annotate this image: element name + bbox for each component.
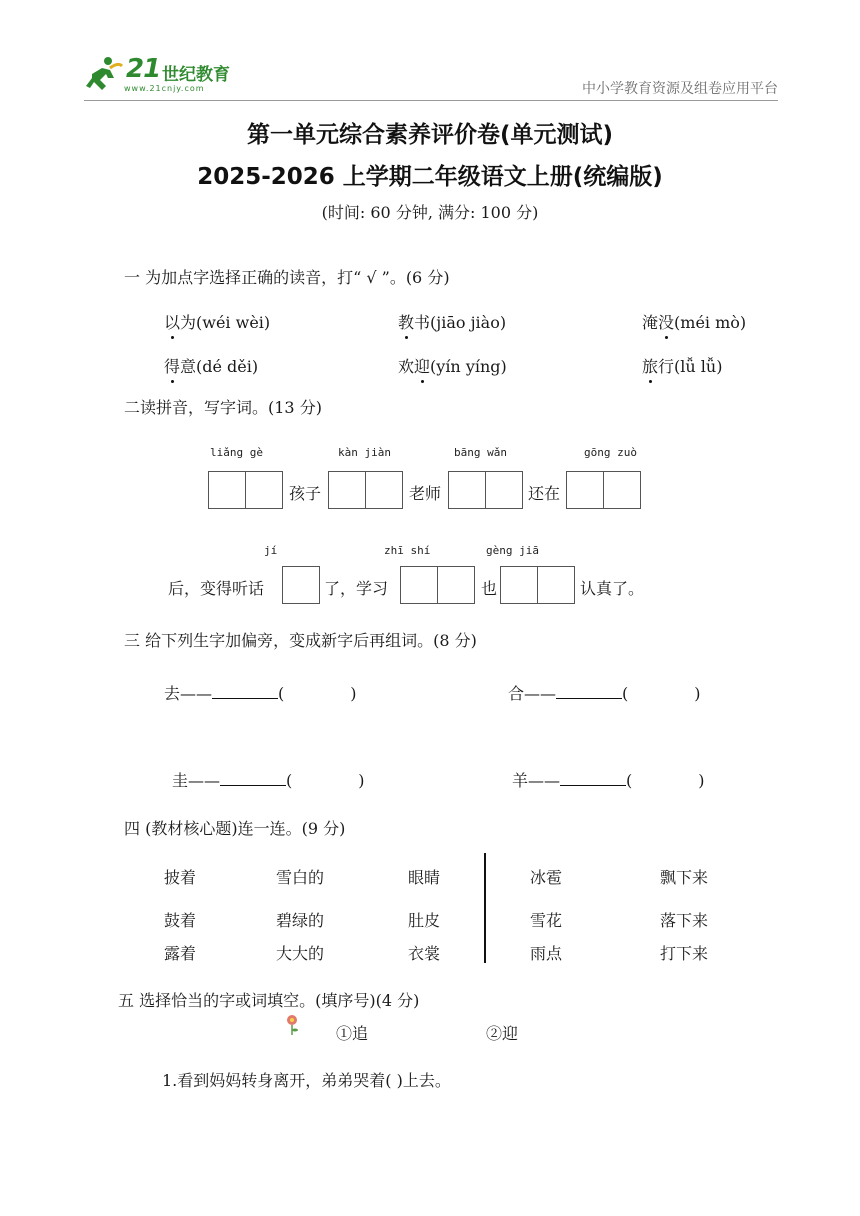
q1-dotted-char: 没: [658, 313, 675, 332]
q1-heading: 一 为加点字选择正确的读音，打“ √ ”。(6 分): [124, 268, 450, 287]
platform-label: 中小学教育资源及组卷应用平台: [582, 81, 778, 97]
match-word[interactable]: 碧绿的: [276, 911, 325, 930]
q1-dotted-char: 旅: [642, 357, 659, 376]
write-box[interactable]: [448, 471, 486, 509]
answer-blank[interactable]: [212, 684, 278, 699]
q1-dotted-char: 迎: [414, 357, 431, 376]
site-logo: [84, 54, 244, 98]
paren-open: (: [622, 684, 629, 703]
write-boxes[interactable]: [566, 471, 640, 509]
page-subtitle-title: 2025-2026 上学期二年级语文上册(统编版): [197, 164, 663, 190]
logo-number: 21: [126, 54, 161, 84]
column-divider: [484, 853, 486, 963]
paren-open: (: [626, 771, 633, 790]
q1-options: 书(jiāo jiào): [414, 313, 507, 332]
write-box[interactable]: [500, 566, 538, 604]
q5-heading: 五 选择恰当的字或词填空。(填序号)(4 分): [118, 991, 420, 1010]
q2-text: 认真了。: [580, 579, 645, 598]
q3-item[interactable]: [172, 768, 365, 791]
write-box[interactable]: [537, 566, 575, 604]
q1-item[interactable]: [164, 310, 270, 333]
match-word[interactable]: 飘下来: [660, 868, 709, 887]
pinyin-label: liǎng gè: [210, 446, 263, 459]
match-word[interactable]: 落下来: [660, 911, 709, 930]
q3-item[interactable]: [512, 768, 705, 791]
header-divider: [84, 100, 778, 101]
runner-logo-icon: [84, 54, 124, 94]
paren-open: (: [286, 771, 293, 790]
q2-text: 还在: [528, 484, 561, 503]
q2-text: 后，变得听话: [168, 579, 265, 598]
pinyin-label: gèng jiā: [486, 544, 539, 557]
write-box[interactable]: [282, 566, 320, 604]
pinyin-label: bāng wǎn: [454, 446, 507, 459]
write-boxes[interactable]: [328, 471, 402, 509]
match-word[interactable]: 雨点: [530, 944, 563, 963]
q2-heading: 二读拼音，写字词。(13 分): [124, 398, 322, 417]
q1-dotted-char: 得: [164, 357, 181, 376]
write-boxes[interactable]: [400, 566, 474, 604]
write-box[interactable]: [566, 471, 604, 509]
match-word[interactable]: 雪白的: [276, 868, 325, 887]
q1-options: 意(dé děi): [180, 357, 259, 376]
match-word[interactable]: 打下来: [660, 944, 709, 963]
pinyin-label: gōng zuò: [584, 446, 637, 459]
q1-item[interactable]: [398, 310, 506, 333]
q3-heading: 三 给下列生字加偏旁，变成新字后再组词。(8 分): [124, 631, 477, 650]
q1-options: 为(wéi wèi): [180, 313, 271, 332]
write-boxes[interactable]: [282, 566, 319, 604]
q1-item[interactable]: [642, 310, 746, 333]
q2-text: 孩子: [289, 484, 322, 503]
paren-close: ): [694, 684, 701, 703]
write-box[interactable]: [245, 471, 283, 509]
write-box[interactable]: [485, 471, 523, 509]
write-box[interactable]: [365, 471, 403, 509]
q4-heading: 四 (教材核心题)连一连。(9 分): [124, 819, 346, 838]
logo-text: 世纪教育: [162, 65, 230, 85]
q2-text: 也: [481, 579, 498, 598]
q3-char: 羊——: [512, 771, 561, 790]
match-word[interactable]: 衣裳: [408, 944, 441, 963]
write-boxes[interactable]: [448, 471, 522, 509]
answer-blank[interactable]: [556, 684, 622, 699]
match-word[interactable]: 大大的: [276, 944, 325, 963]
paren-open: (: [278, 684, 285, 703]
q3-char: 去——: [164, 684, 213, 703]
page-title: 第一单元综合素养评价卷(单元测试): [246, 122, 614, 148]
write-box[interactable]: [400, 566, 438, 604]
q3-char: 合——: [508, 684, 557, 703]
q1-dotted-char: 以: [164, 313, 181, 332]
paren-close: ): [350, 684, 357, 703]
write-boxes[interactable]: [500, 566, 574, 604]
answer-blank[interactable]: [220, 771, 286, 786]
match-word[interactable]: 露着: [164, 944, 197, 963]
option-2: ②迎: [486, 1024, 519, 1043]
q1-options: 行(lǚ lǚ): [658, 357, 723, 376]
match-word[interactable]: 肚皮: [408, 911, 441, 930]
match-word[interactable]: 鼓着: [164, 911, 197, 930]
q1-item[interactable]: [642, 354, 722, 377]
match-word[interactable]: 披着: [164, 868, 197, 887]
write-boxes[interactable]: [208, 471, 282, 509]
q1-text: 淹: [642, 313, 659, 332]
flower-icon: [285, 1014, 299, 1040]
q1-item[interactable]: [398, 354, 507, 377]
logo-url: www.21cnjy.com: [124, 84, 205, 93]
write-box[interactable]: [437, 566, 475, 604]
pinyin-label: kàn jiàn: [338, 446, 391, 459]
answer-blank[interactable]: [560, 771, 626, 786]
q1-options: (méi mò): [674, 313, 747, 332]
match-word[interactable]: 冰雹: [530, 868, 563, 887]
q1-item[interactable]: [164, 354, 258, 377]
q3-item[interactable]: [164, 681, 357, 704]
pinyin-label: zhī shí: [384, 544, 431, 557]
paren-close: ): [358, 771, 365, 790]
q1-dotted-char: 教: [398, 313, 415, 332]
q2-text: 老师: [409, 484, 442, 503]
q2-text: 了，学习: [324, 579, 389, 598]
option-1: ①追: [336, 1024, 369, 1043]
q3-item[interactable]: [508, 681, 701, 704]
paren-close: ): [698, 771, 705, 790]
pinyin-label: jí: [264, 544, 278, 557]
write-box[interactable]: [328, 471, 366, 509]
exam-meta: (时间: 60 分钟, 满分: 100 分): [321, 203, 539, 222]
q1-text: 欢: [398, 357, 415, 376]
q3-char: 圭——: [172, 771, 221, 790]
match-word[interactable]: 雪花: [530, 911, 563, 930]
q5-sentence[interactable]: 1.看到妈妈转身离开，弟弟哭着( )上去。: [162, 1071, 451, 1090]
q1-options: (yín yíng): [430, 357, 507, 376]
match-word[interactable]: 眼睛: [408, 868, 441, 887]
write-box[interactable]: [208, 471, 246, 509]
write-box[interactable]: [603, 471, 641, 509]
